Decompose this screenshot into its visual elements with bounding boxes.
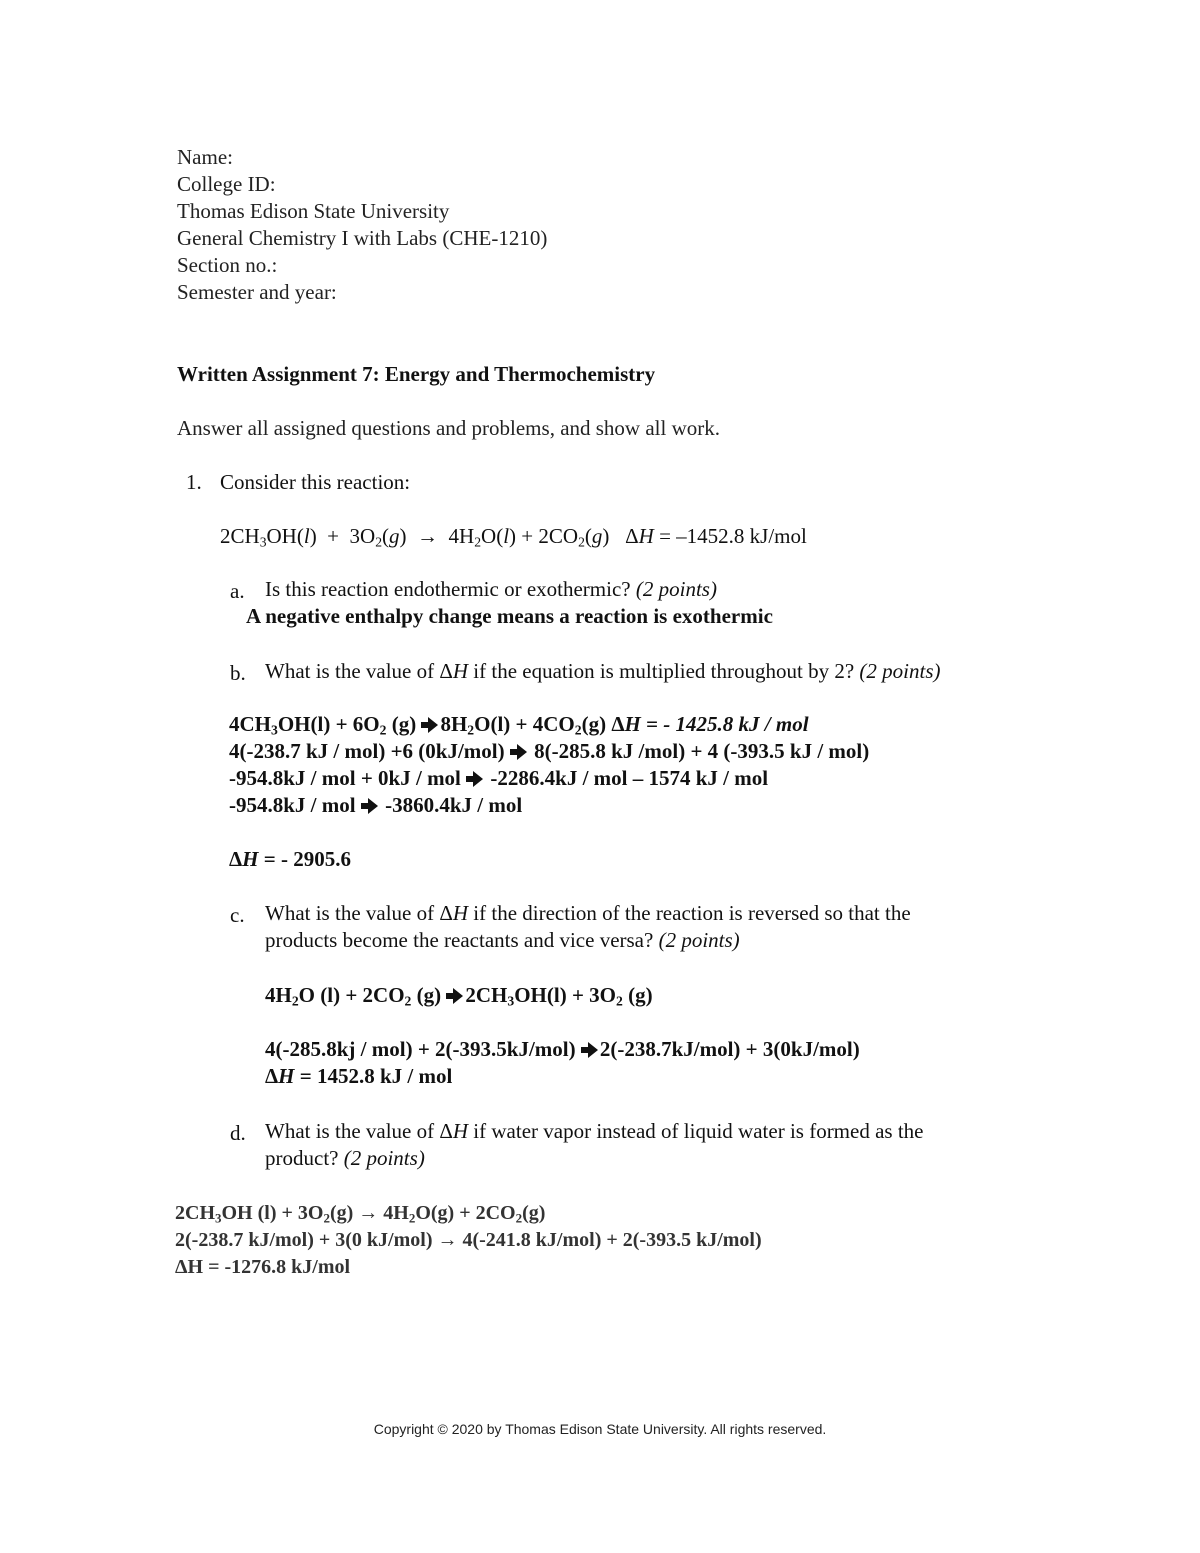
question-d-var: H xyxy=(452,1119,469,1143)
question-d-line2: product? xyxy=(265,1146,339,1170)
question-b-post: if the equation is multiplied throughout by 2? xyxy=(468,659,855,683)
instructions: Answer all assigned questions and problems, and show all work. xyxy=(177,416,720,440)
arrow-icon xyxy=(368,798,378,814)
answer-c-line2 xyxy=(265,1039,860,1060)
answer-c-equation: $4H_2O$ $(l) + 2CO_2$ (g) $2CH_3OH(l) + 3O_2$ (g) xyxy=(265,983,653,1009)
answer-b-line3-right: -2286.4kJ / mol – 1574 kJ / mol xyxy=(490,766,769,790)
answer-b-equation: $4CH_3OH(l) + 6O_2$ (g) $8H_2O(l) + 4CO_2(g) \Delta H$ = - 1425.8 kJ / mol xyxy=(229,712,809,738)
answer-b-line2-left: 4(-238.7 kJ / mol) +6 (0kJ/mol) xyxy=(229,739,505,763)
answer-b-line4-left: -954.8kJ / mol xyxy=(229,793,356,817)
arrow-icon xyxy=(453,988,463,1004)
name-label: Name: xyxy=(177,145,233,169)
sub-question-letter-c: c. xyxy=(230,903,245,927)
sub-question-d xyxy=(265,1121,923,1142)
answer-c-line2-left: 4(-285.8kj / mol) + 2(-393.5kJ/mol) xyxy=(265,1037,576,1061)
sub-question-b xyxy=(265,661,941,682)
answer-a: A negative enthalpy change means a reaction is exothermic xyxy=(246,604,773,628)
question-c-pre: What is the value of Δ xyxy=(265,901,453,925)
question-d-post: if water vapor instead of liquid water is formed as the xyxy=(468,1119,924,1143)
copyright-footer: Copyright © 2020 by Thomas Edison State University. All rights reserved. xyxy=(373,1421,827,1437)
arrow-icon xyxy=(428,717,438,733)
answer-b-line3 xyxy=(229,768,768,789)
sub-question-a xyxy=(265,579,717,600)
question-d-pre: What is the value of Δ xyxy=(265,1119,453,1143)
answer-b-line3-left: -954.8kJ / mol + 0kJ / mol xyxy=(229,766,461,790)
reaction-equation: $2CH_3OH(l) + 3O_2(g) \to 4H_2O(l) + 2CO_2(g) \Delta H = -1452.8$ kJ/mol xyxy=(220,524,807,550)
sub-question-d-line2 xyxy=(265,1148,425,1169)
answer-b-result-value: = - 2905.6 xyxy=(258,847,351,871)
college-id-label: College ID: xyxy=(177,172,276,196)
answer-c-line2-right: 2(-238.7kJ/mol) + 3(0kJ/mol) xyxy=(599,1037,860,1061)
question-prompt: Consider this reaction: xyxy=(220,470,411,494)
sub-question-letter-d: d. xyxy=(230,1121,246,1145)
points-c: (2 points) xyxy=(658,928,740,952)
sub-question-c-line2 xyxy=(265,930,740,951)
answer-b-line2-right: 8(-285.8 kJ /mol) + 4 (-393.5 kJ / mol) xyxy=(534,739,870,763)
answer-d-line2: 2(-238.7 kJ/mol) + 3(0 kJ/mol) → 4(-241.8 kJ/mol) + 2(-393.5 kJ/mol) xyxy=(175,1229,762,1251)
course-name: General Chemistry I with Labs (CHE-1210) xyxy=(177,226,548,250)
question-b-pre: What is the value of Δ xyxy=(265,659,453,683)
points-b: (2 points) xyxy=(859,659,941,683)
answer-b-dh: - 1425.8 kJ / mol xyxy=(663,712,809,736)
answer-b-line4-right: -3860.4kJ / mol xyxy=(385,793,523,817)
answer-b-line4 xyxy=(229,795,522,816)
sub-question-letter-b: b. xyxy=(230,661,246,685)
arrow-icon xyxy=(588,1042,598,1058)
sub-question-c xyxy=(265,903,911,924)
answer-b-result: ΔH = - 2905.6 xyxy=(229,847,351,871)
sub-question-letter-a: a. xyxy=(230,579,245,603)
arrow-icon xyxy=(517,744,527,760)
answer-d-result: ΔH = -1276.8 kJ/mol xyxy=(175,1256,351,1278)
answer-c-result-value: = 1452.8 kJ / mol xyxy=(294,1064,453,1088)
university-name: Thomas Edison State University xyxy=(177,199,450,223)
question-c-post: if the direction of the reaction is reversed so that the xyxy=(468,901,911,925)
question-number: 1. xyxy=(186,470,202,494)
points-a: (2 points) xyxy=(635,577,717,601)
question-c-line2: products become the reactants and vice versa? xyxy=(265,928,654,952)
arrow-icon xyxy=(473,771,483,787)
section-label: Section no.: xyxy=(177,253,278,277)
semester-label: Semester and year: xyxy=(177,280,337,304)
question-a-text: Is this reaction endothermic or exothermic? xyxy=(265,577,631,601)
assignment-title: Written Assignment 7: Energy and Thermochemistry xyxy=(177,362,656,386)
answer-d-equation: $2CH_3OH$ $(l) + 3O_2(g) \to 4H_2O(g) + 2CO_2(g)$ xyxy=(175,1202,546,1226)
points-d: (2 points) xyxy=(343,1146,425,1170)
question-c-var: H xyxy=(452,901,469,925)
answer-c-result: ΔH = 1452.8 kJ / mol xyxy=(265,1064,453,1088)
answer-b-line2 xyxy=(229,741,869,762)
question-b-var: H xyxy=(452,659,469,683)
